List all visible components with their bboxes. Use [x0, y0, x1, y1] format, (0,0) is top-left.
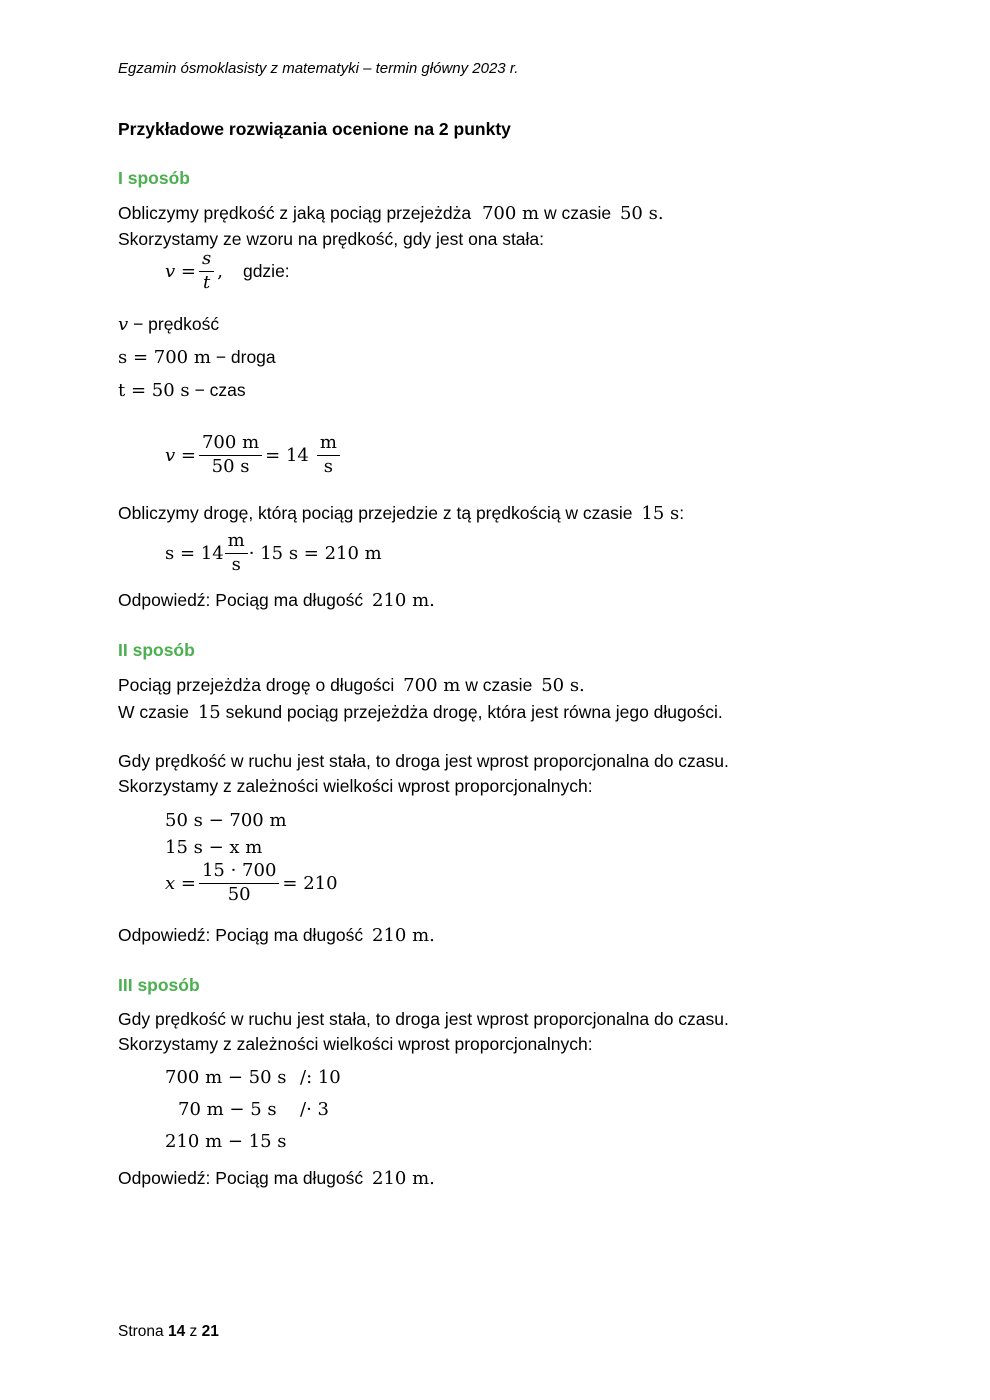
math: s = 700 m [118, 347, 211, 368]
math: 15 s [641, 503, 680, 524]
method2-heading: II sposób [118, 640, 195, 660]
math: 15 [197, 702, 221, 723]
text: w czasie [465, 675, 533, 695]
desc: − prędkość [133, 314, 220, 334]
lhs: s = 14 [165, 542, 224, 564]
text: Pociąg przejeżdża drogę o długości [118, 675, 395, 695]
math: 50 s. [619, 203, 664, 224]
def-t [118, 380, 246, 401]
answer-value: 210 m. [372, 925, 435, 946]
proportion-row-1: 50 s − 700 m [165, 810, 287, 831]
colon: : [679, 503, 685, 523]
method1-line3 [118, 503, 684, 524]
velocity-calculation [165, 432, 343, 478]
desc: − czas [194, 380, 246, 400]
numerator: m [225, 530, 248, 554]
operation: /: 10 [300, 1067, 341, 1088]
method2-line3: Gdy prędkość w ruchu jest stała, to droga jest wprost proporcjonalna do czasu. [118, 751, 729, 771]
denominator: 50 s [211, 455, 250, 477]
footer-sep: z [189, 1323, 198, 1340]
page-number: 14 [167, 1323, 186, 1340]
method3-heading: III sposób [118, 975, 200, 995]
section-title: Przykładowe rozwiązania ocenione na 2 punkty [118, 119, 511, 139]
rhs: = 210 [282, 872, 338, 894]
answer-text: Odpowiedź: Pociąg ma długość [118, 1168, 364, 1188]
proportion-row: 700 m − 50 s [165, 1067, 287, 1088]
method1-answer [118, 590, 435, 611]
fraction [199, 860, 279, 906]
text: w czasie [543, 203, 612, 223]
method3-line2: Skorzystamy z zależności wielkości wprost proporcjonalnych: [118, 1034, 593, 1054]
numerator: 15 · 700 [199, 860, 279, 884]
math: 700 m [403, 675, 461, 696]
proportion-row: 70 m − 5 s [178, 1099, 277, 1120]
def-s [118, 347, 276, 368]
denominator: s [323, 455, 334, 477]
numerator: m [317, 432, 340, 456]
denominator: s [231, 553, 241, 575]
text: sekund pociąg przejeżdża drogę, która jest równa jego długości. [225, 702, 723, 722]
result: = 14 [265, 444, 309, 466]
desc: − droga [215, 347, 276, 367]
comma: , [217, 260, 223, 282]
method2-answer [118, 925, 435, 946]
x-calculation [165, 860, 338, 906]
page-footer [118, 1323, 219, 1341]
lhs: v = [165, 444, 196, 466]
unit-fraction [317, 432, 340, 478]
numerator: s [199, 248, 214, 272]
footer-prefix: Strona [118, 1323, 164, 1340]
math: 50 s. [541, 675, 585, 696]
distance-calculation [165, 530, 382, 576]
where-label: gdzie: [242, 260, 290, 281]
method3-line1: Gdy prędkość w ruchu jest stała, to droga jest wprost proporcjonalna do czasu. [118, 1009, 729, 1029]
denominator: t [202, 271, 211, 293]
method2-line4: Skorzystamy z zależności wielkości wprost proporcjonalnych: [118, 776, 593, 796]
method1-heading: I sposób [118, 168, 190, 188]
proportion-row: 210 m − 15 s [165, 1131, 287, 1152]
math: 700 m [481, 203, 540, 224]
page-header: Egzamin ósmoklasisty z matematyki – termin główny 2023 r. [118, 60, 519, 77]
method2-line1 [118, 675, 585, 696]
math: t = 50 s [118, 380, 190, 401]
lhs: x = [165, 872, 196, 894]
denominator: 50 [227, 883, 251, 905]
method1-line1 [118, 203, 664, 224]
method1-line2: Skorzystamy ze wzoru na prędkość, gdy jest ona stała: [118, 229, 545, 249]
formula-lhs: v = [165, 260, 196, 282]
answer-value: 210 m. [372, 1168, 435, 1189]
answer-value: 210 m. [372, 590, 435, 611]
velocity-formula [165, 248, 290, 294]
symbol: v [118, 314, 129, 335]
method3-answer [118, 1168, 435, 1189]
proportion-row-2: 15 s − x m [165, 837, 263, 858]
method2-line2 [118, 702, 723, 723]
text: W czasie [118, 702, 189, 722]
operation: /· 3 [300, 1099, 329, 1120]
answer-text: Odpowiedź: Pociąg ma długość [118, 590, 364, 610]
numerator: 700 m [199, 432, 262, 456]
unit-fraction [225, 530, 248, 576]
text: Obliczymy prędkość z jaką pociąg przejeżdża [118, 203, 472, 223]
rhs: · 15 s = 210 m [248, 542, 382, 564]
def-v [118, 314, 219, 335]
text: Obliczymy drogę, którą pociąg przejedzie z tą prędkością w czasie [118, 503, 633, 523]
page-total: 21 [201, 1323, 219, 1340]
fraction [199, 432, 262, 478]
fraction [199, 248, 214, 294]
answer-text: Odpowiedź: Pociąg ma długość [118, 925, 364, 945]
